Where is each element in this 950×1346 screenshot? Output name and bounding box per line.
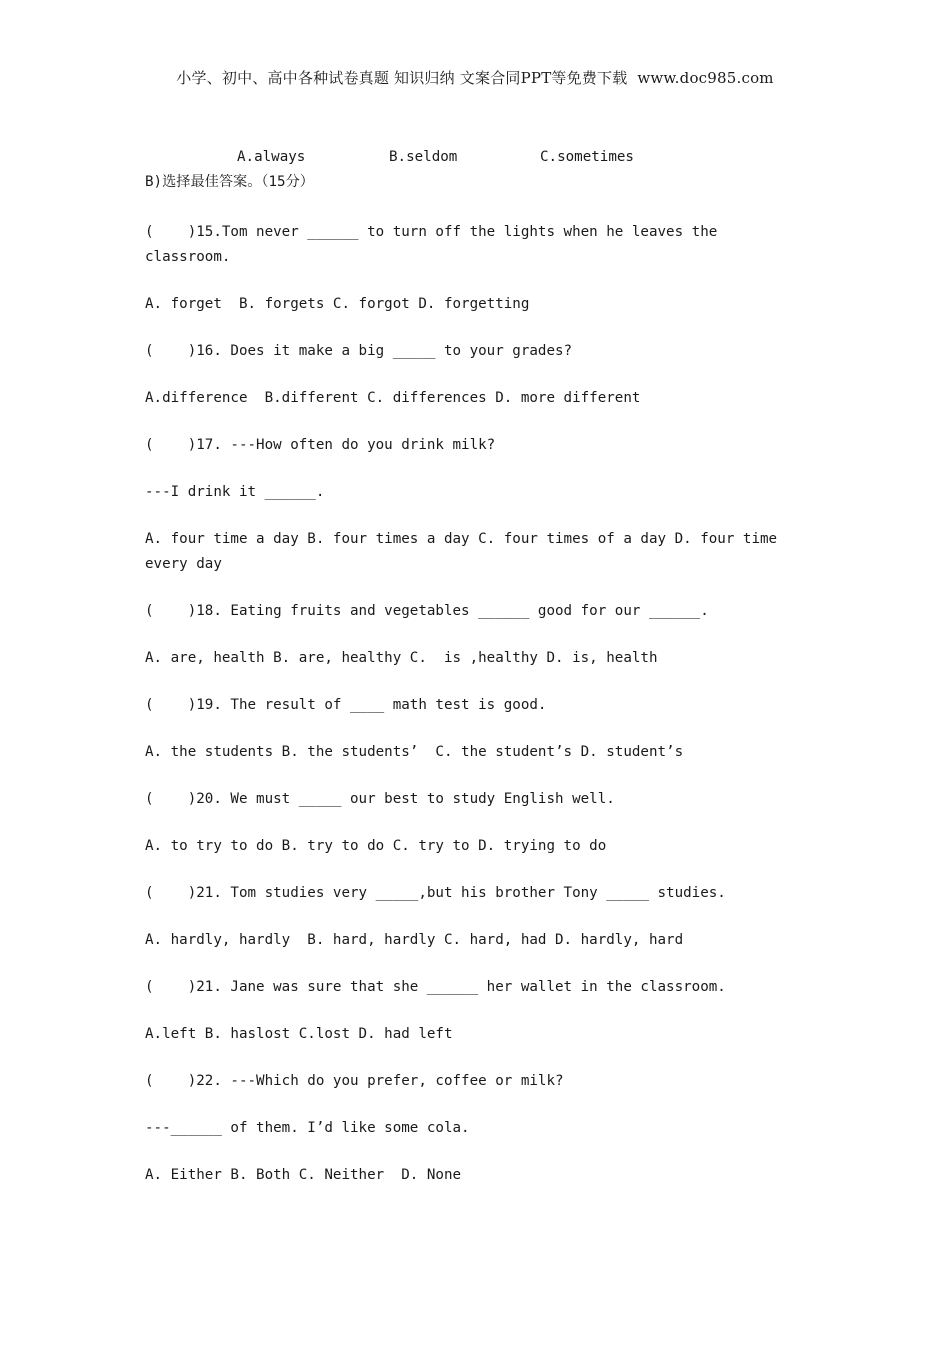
question-16-stem: ( )16. Does it make a big _____ to your grades?: [145, 343, 573, 359]
section-title: B)选择最佳答案。（15分）: [145, 174, 314, 190]
question-21-stem: ( )21. Tom studies very _____,but his brother Tony _____ studies.: [145, 885, 726, 901]
question-17-answer-line: ---I drink it ______.: [145, 484, 325, 500]
question-15-stem: ( )15.Tom never ______ to turn off the lights when he leaves the classroom.: [145, 224, 726, 265]
question-17-stem: ( )17. ---How often do you drink milk?: [145, 437, 496, 453]
question-18-options: A. are, health B. are, healthy C. is ,healthy D. is, health: [145, 650, 658, 666]
previous-question-options: [145, 145, 785, 170]
question-15-options: A. forget B. forgets C. forgot D. forgetting: [145, 296, 530, 312]
question-21-options: A. hardly, hardly B. hard, hardly C. hard, had D. hardly, hard: [145, 932, 684, 948]
question-20-options: A. to try to do B. try to do C. try to D. trying to do: [145, 838, 607, 854]
page-header: 小学、初中、高中各种试卷真题 知识归纳 文案合同PPT等免费下载 www.doc985.com: [176, 69, 774, 87]
question-21b-options: A.left B. haslost C.lost D. had left: [145, 1026, 453, 1042]
question-20-stem: ( )20. We must _____ our best to study English well.: [145, 791, 615, 807]
option-b: B.seldom: [389, 149, 458, 165]
option-c: C.sometimes: [540, 149, 634, 165]
question-17-options: A. four time a day B. four times a day C. four times of a day D. four time every day: [145, 531, 786, 572]
question-19-stem: ( )19. The result of ____ math test is good.: [145, 697, 547, 713]
question-22-stem: ( )22. ---Which do you prefer, coffee or milk?: [145, 1073, 564, 1089]
option-a: A.always: [237, 149, 306, 165]
question-18-stem: ( )18. Eating fruits and vegetables ______ good for our ______.: [145, 603, 709, 619]
question-22-options: A. Either B. Both C. Neither D. None: [145, 1167, 462, 1183]
question-21b-stem: ( )21. Jane was sure that she ______ her wallet in the classroom.: [145, 979, 726, 995]
question-22-answer-line: ---______ of them. I’d like some cola.: [145, 1120, 470, 1136]
question-16-options: A.difference B.different C. differences D. more different: [145, 390, 641, 406]
exam-content: [145, 145, 785, 1188]
question-19-options: A. the students B. the students’ C. the student’s D. student’s: [145, 744, 684, 760]
